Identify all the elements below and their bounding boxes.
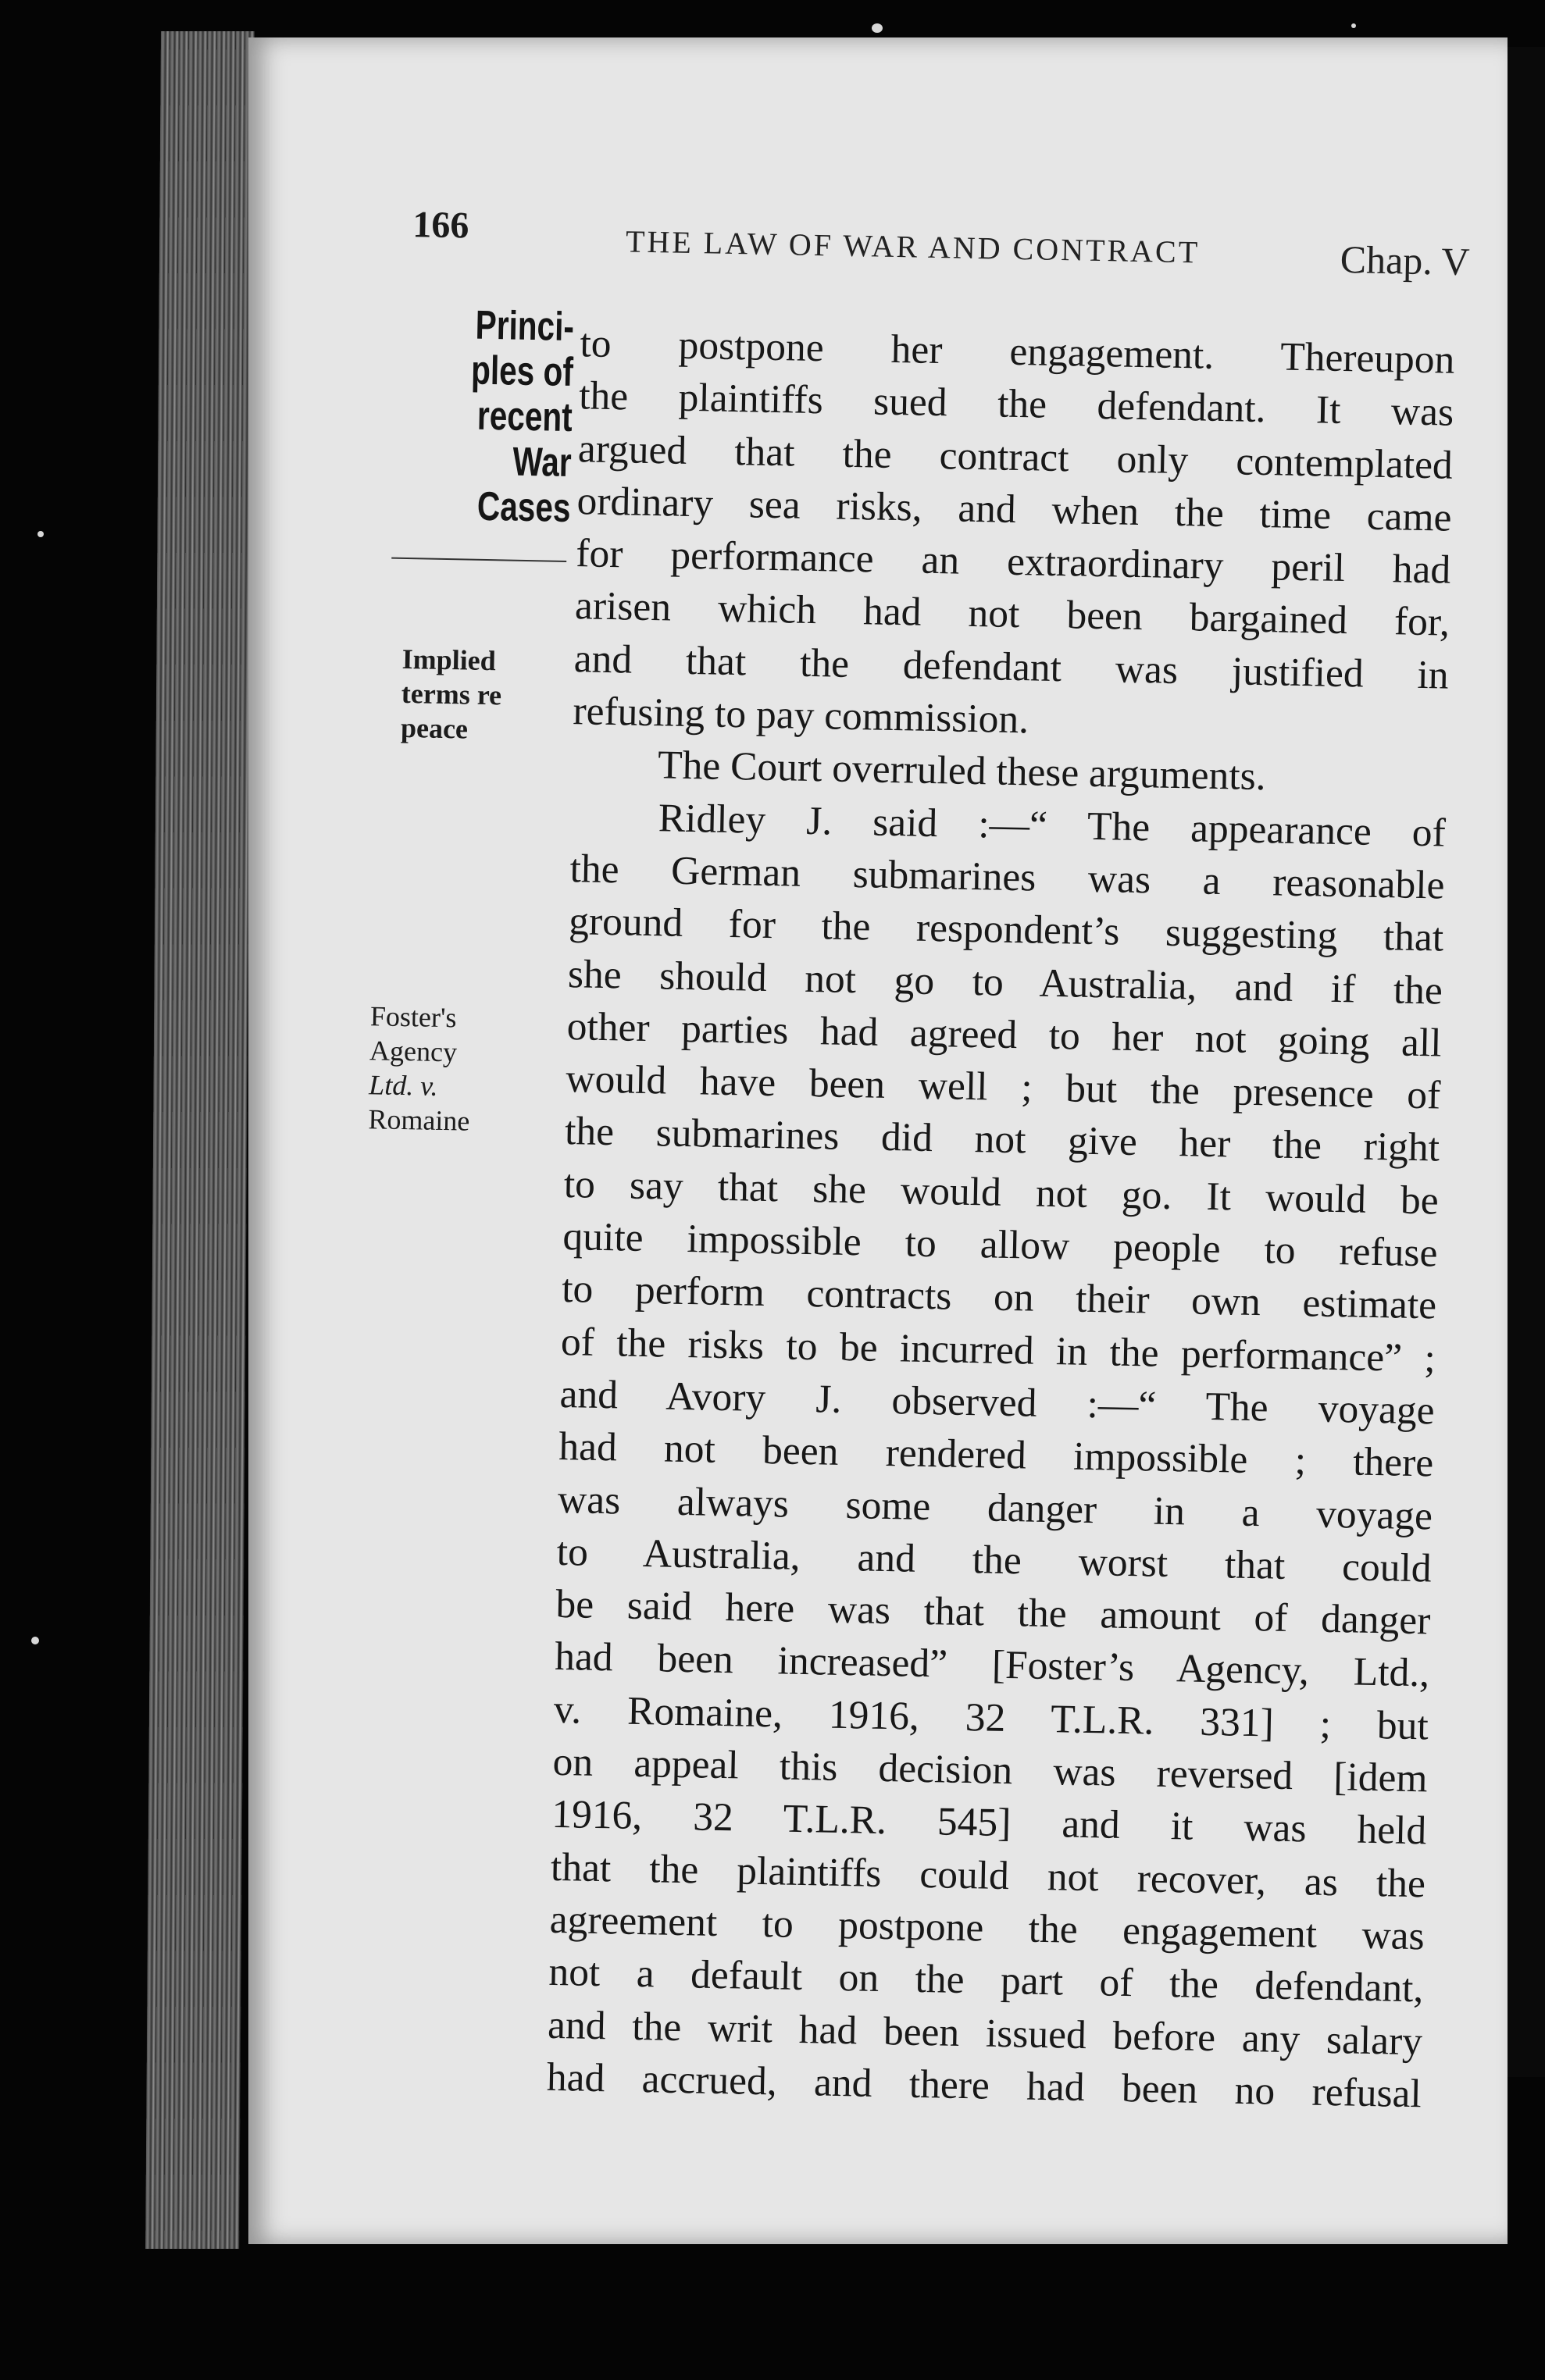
sidenote-line: terms re bbox=[401, 677, 502, 711]
page-content bbox=[206, 37, 1508, 2268]
sidenote-line: Foster's bbox=[369, 1000, 457, 1034]
text-line: had not been rendered impossible ; there bbox=[558, 1424, 1434, 1486]
text-line: quite impossible to allow people to refuse bbox=[562, 1214, 1438, 1276]
sidenote-line: peace bbox=[400, 711, 469, 745]
text-line: was always some danger in a voyage bbox=[557, 1477, 1433, 1538]
text-line: and that the defendant was justified in bbox=[573, 636, 1450, 698]
text-line: 1916, 32 T.L.R. 545] and it was held bbox=[551, 1792, 1427, 1854]
text-line: ground for the respondent’s suggesting that bbox=[568, 899, 1444, 960]
running-title: THE LAW OF WAR AND CONTRACT bbox=[625, 223, 1201, 270]
text-line: for performance an extraordinary peril had bbox=[575, 531, 1451, 593]
dust-speck bbox=[872, 23, 883, 33]
page-right-edge bbox=[1508, 47, 1545, 2077]
text-line: the plaintiffs sued the defendant. It was bbox=[578, 373, 1454, 436]
chapter-label: Chap. V bbox=[1340, 237, 1471, 284]
running-head bbox=[244, 176, 1504, 284]
text-line: that the plaintiffs could not recover, as the bbox=[550, 1844, 1426, 1906]
text-line: arisen which had not been bargained for, bbox=[574, 583, 1450, 646]
text-line: had accrued, and there had been no refusal bbox=[546, 2054, 1422, 2117]
text-line: and the writ had been issued before any salary bbox=[547, 2002, 1423, 2064]
sidenote-line: Romaine bbox=[368, 1103, 470, 1137]
dust-speck bbox=[37, 531, 44, 537]
sidenote-case-citation bbox=[368, 999, 472, 1138]
sidenote-line: recent bbox=[476, 393, 573, 441]
text-line: of the risks to be incurred in the performance” ; bbox=[560, 1319, 1436, 1381]
text-line: ordinary sea risks, and when the time came bbox=[576, 479, 1453, 540]
text-line: to postpone her engagement. Thereupon bbox=[580, 321, 1455, 383]
text-line: be said here was that the amount of danger bbox=[555, 1582, 1431, 1644]
text-line: to say that she would not go. It would be bbox=[563, 1161, 1440, 1224]
text-line: v. Romaine, 1916, 32 T.L.R. 331] ; but bbox=[553, 1687, 1429, 1749]
text-line: other parties had agreed to her not going all bbox=[566, 1003, 1443, 1066]
text-line: the submarines did not give her the right bbox=[564, 1109, 1440, 1170]
text-line: not a default on the part of the defendant, bbox=[548, 1950, 1424, 2011]
text-line: argued that the contract only contemplated bbox=[577, 426, 1454, 488]
text-line: the German submarines was a reasonable bbox=[569, 846, 1445, 908]
sidenote-line: ples of bbox=[470, 347, 574, 396]
text-line: The Court overruled these arguments. bbox=[657, 743, 1267, 800]
sidenote-line: Agency bbox=[369, 1035, 458, 1068]
text-line: had been increased” [Foster’s Agency, Ltd., bbox=[554, 1634, 1430, 1696]
dust-speck bbox=[31, 1637, 39, 1644]
text-line: she should not go to Australia, and if the bbox=[567, 951, 1443, 1014]
text-line: and Avory J. observed :—“ The voyage bbox=[559, 1371, 1436, 1434]
body-text bbox=[546, 317, 1455, 2120]
sidenote-line: Cases bbox=[476, 483, 572, 532]
sidenote-line: Implied bbox=[401, 643, 497, 677]
sidenote-line: Princi- bbox=[475, 302, 575, 351]
text-line: to Australia, and the worst that could bbox=[556, 1529, 1433, 1591]
dust-speck bbox=[1351, 23, 1356, 28]
text-line: to perform contracts on their own estimate bbox=[561, 1267, 1437, 1328]
text-line: agreement to postpone the engagement was bbox=[549, 1897, 1425, 1959]
text-line: on appeal this decision was reversed [idem bbox=[552, 1739, 1429, 1801]
sidenote-line: Ltd. v. bbox=[368, 1069, 438, 1102]
sidenote-line: War bbox=[512, 439, 573, 486]
book-page bbox=[248, 37, 1508, 2244]
text-line: Ridley J. said :—“ The appearance of bbox=[658, 795, 1447, 856]
text-line: refusing to pay commission. bbox=[572, 689, 1029, 743]
page-number: 166 bbox=[412, 204, 469, 247]
sidenote-divider bbox=[391, 558, 566, 562]
sidenote-principles bbox=[412, 301, 574, 531]
sidenote-implied-terms bbox=[401, 642, 503, 746]
text-line: would have been well ; but the presence of bbox=[565, 1056, 1441, 1118]
